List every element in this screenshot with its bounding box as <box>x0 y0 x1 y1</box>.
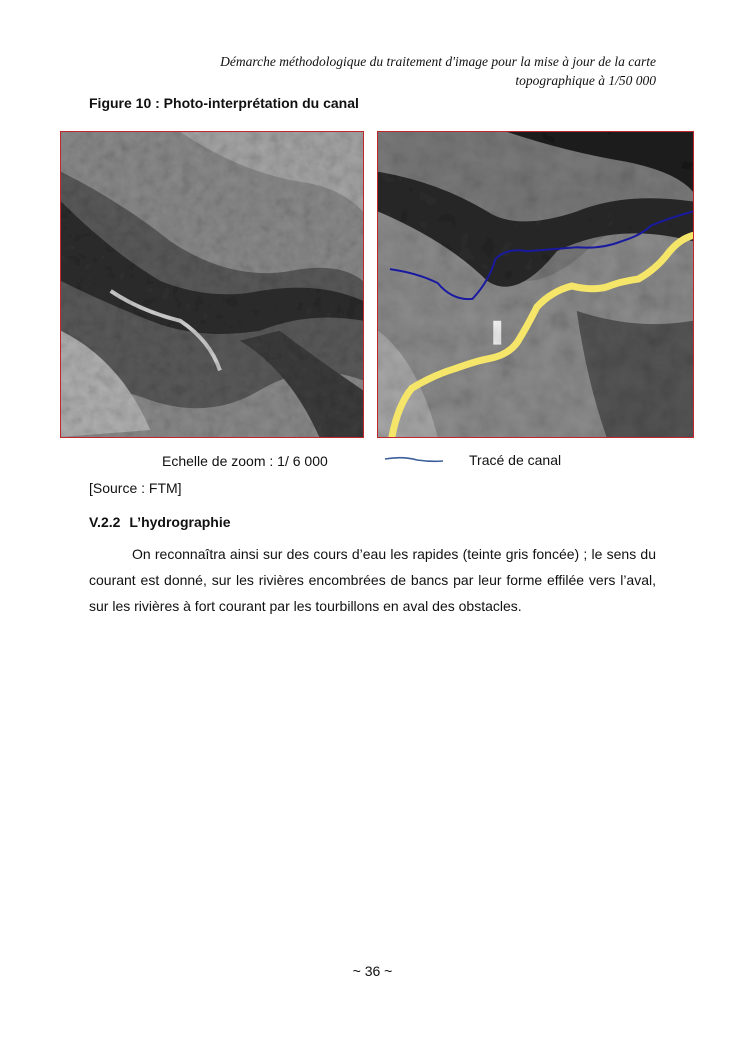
header-line-2: topographique à 1/50 000 <box>515 73 656 88</box>
legend-line-icon <box>383 452 445 468</box>
satellite-image-interpreted <box>377 131 694 438</box>
zoom-scale-caption: Echelle de zoom : 1/ 6 000 <box>162 453 328 469</box>
section-title: L’hydrographie <box>129 514 231 530</box>
legend-label: Tracé de canal <box>469 452 562 468</box>
satellite-image-right-graphic <box>378 132 693 437</box>
header-line-1: Démarche méthodologique du traitement d'image pour la mise à jour de la carte <box>220 54 656 69</box>
figure-title: Figure 10 : Photo-interprétation du canal <box>89 95 359 111</box>
figure-source: [Source : FTM] <box>89 480 182 496</box>
body-paragraph: On reconnaîtra ainsi sur des cours d’eau les rapides (teinte gris foncée) ; le sens du courant est donné, sur les rivières encombrées de bancs par leur forme effilée vers l’aval, sur les rivières à fort courant par les tourbillons en aval des obstacles. <box>89 546 656 614</box>
running-header <box>120 52 656 90</box>
satellite-image-left-graphic <box>61 132 363 437</box>
satellite-image-original <box>60 131 364 438</box>
section-heading <box>89 514 231 530</box>
section-number: V.2.2 <box>89 514 121 530</box>
page-number: ~ 36 ~ <box>352 963 393 979</box>
